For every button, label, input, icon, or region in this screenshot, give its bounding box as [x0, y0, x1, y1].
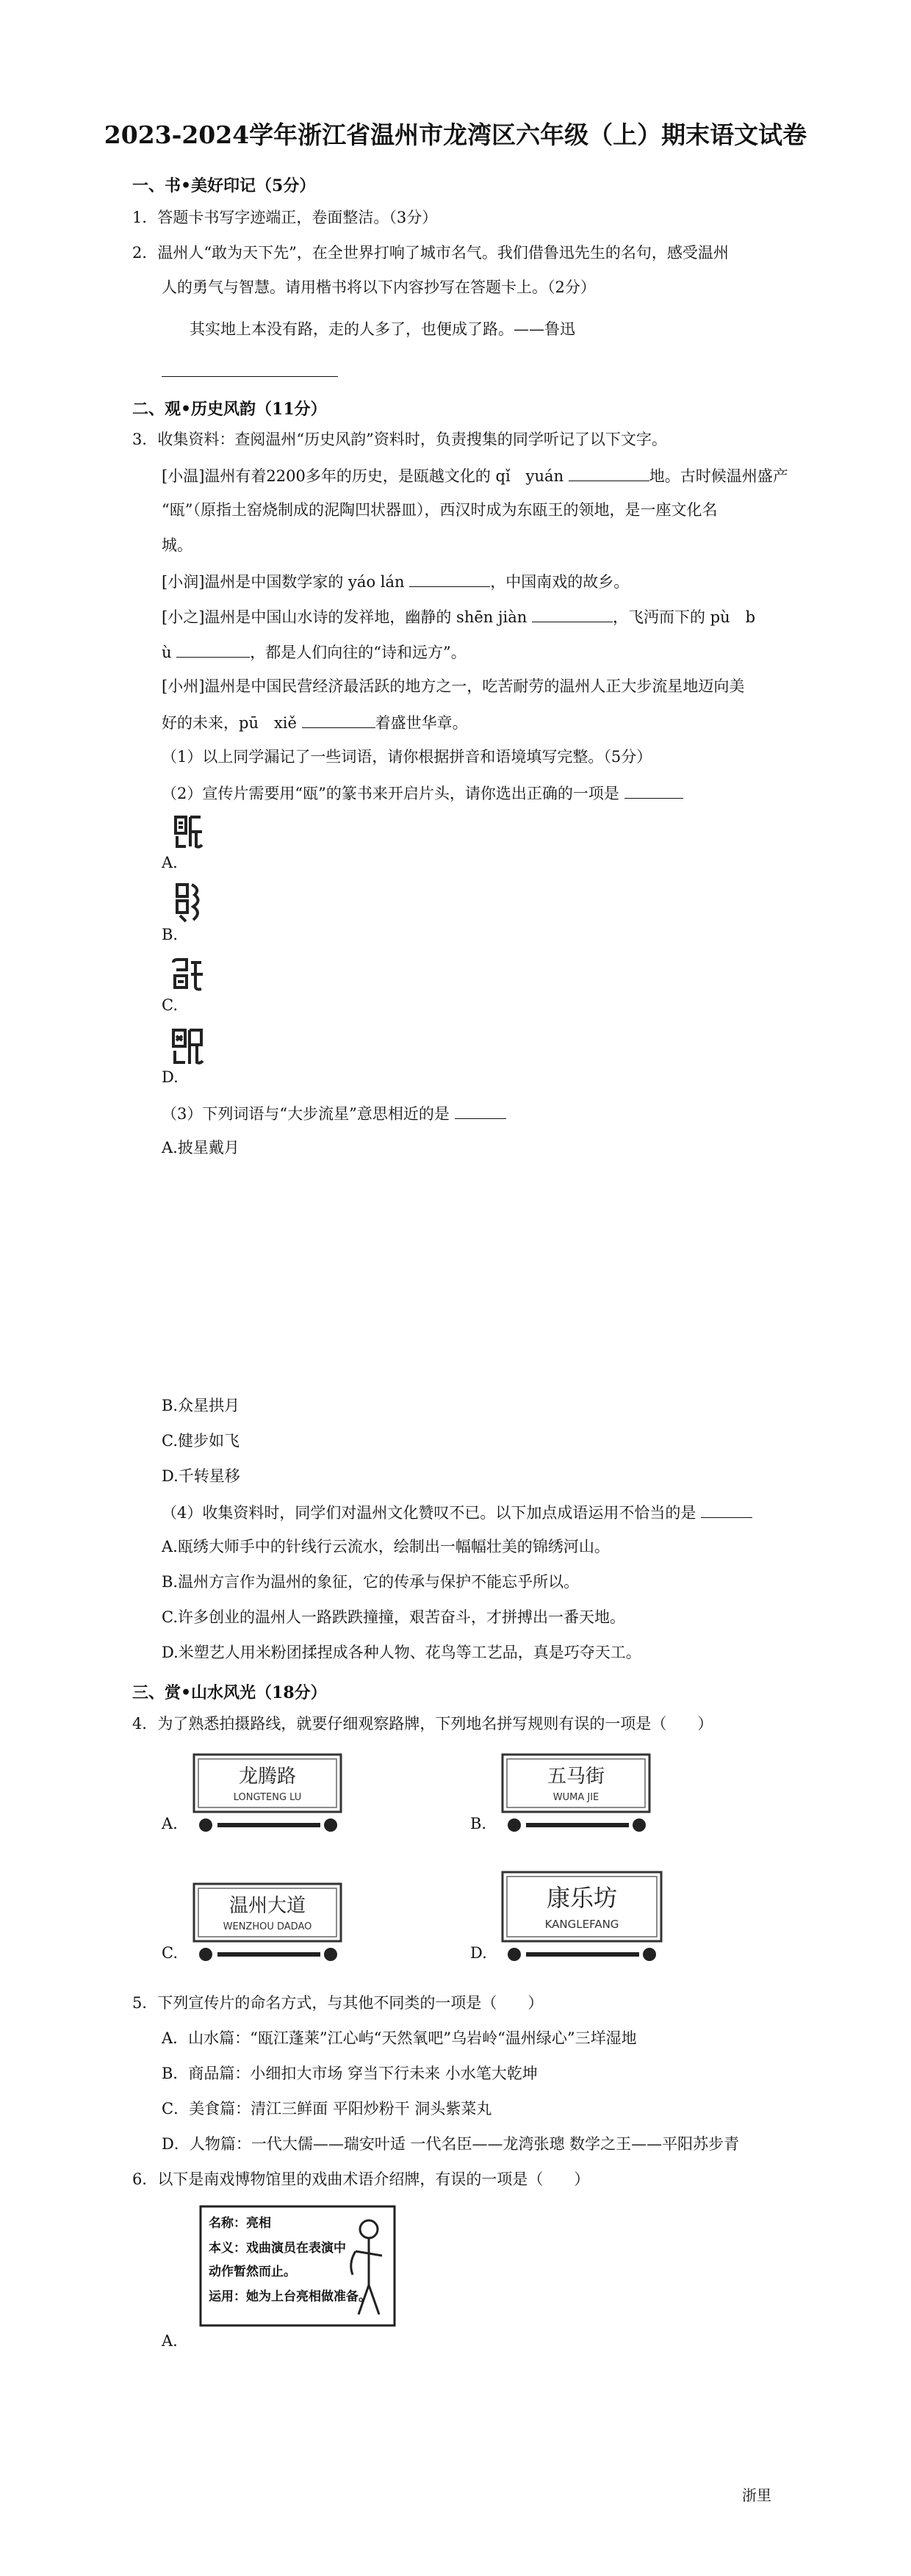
card-definition-2: 动作暂然而止。 [209, 2264, 296, 2279]
sub-question-1: （1）以上同学漏记了一些词语，请你根据拼音和语境填写完整。（5分） [162, 748, 652, 766]
card-definition-1: 本义：戏曲演员在表演中 [209, 2241, 346, 2256]
sub-question-2-text: （2）宣传片需要用“瓯”的篆书来开启片头，请你选出正确的一项是 [162, 785, 619, 802]
passage-text: [小温]温州有着2200多年的历史，是瓯越文化的 qǐ yuán [162, 467, 564, 485]
passage-text: 好的未来，pū xiě [162, 714, 297, 732]
question-1: 1．答题卡书写字迹端正，卷面整洁。（3分） [132, 209, 438, 226]
option-sign-d[interactable] [470, 1869, 669, 1969]
option-6-a[interactable]: A. [162, 2332, 178, 2350]
passage-text: 地。古时候温州盛产 [649, 467, 788, 485]
passage-xiaozhi-line-2 [162, 644, 467, 661]
sub-question-3 [162, 1105, 506, 1122]
option-4-b[interactable]: B.温州方言作为温州的象征，它的传承与保护不能忘乎所以。 [162, 1573, 580, 1591]
fill-blank[interactable] [176, 644, 250, 658]
sign-chinese-name: 康乐坊 [546, 1884, 618, 1912]
fill-blank[interactable] [532, 608, 613, 622]
option-5-d[interactable]: D．人物篇：一代大儒——瑞安叶适 一代名臣——龙湾张璁 数学之王——平阳苏步青 [162, 2135, 740, 2153]
option-sign-a[interactable] [162, 1752, 353, 1840]
exam-title: 2023-2024学年浙江省温州市龙湾区六年级（上）期末语文试卷 [104, 120, 807, 149]
option-3-b[interactable]: B.众星拱月 [162, 1397, 240, 1414]
option-3-a[interactable]: A.披星戴月 [162, 1139, 240, 1156]
option-4-c[interactable]: C.许多创业的温州人一路跌跌撞撞，艰苦奋斗，才拼搏出一番天地。 [162, 1608, 625, 1626]
seal-glyph-a-icon [173, 814, 205, 851]
passage-xiaowen-line-2: “瓯”（原指土窑烧制成的泥陶凹状器皿），西汉时成为东瓯王的领地，是一座文化名 [162, 501, 718, 519]
passage-xiaowen-line-3: 城。 [162, 536, 192, 554]
passage-xiaorun [162, 573, 629, 590]
sign-option-label: C. [162, 1944, 178, 1962]
option-5-b[interactable]: B．商品篇：小细扣大市场 穿当下行未来 小水笔大乾坤 [162, 2065, 538, 2082]
road-sign-a-icon [191, 1752, 345, 1840]
option-2-b[interactable]: B. [162, 926, 179, 943]
page-footer: 浙里 [742, 2486, 771, 2504]
passage-text: ，都是人们向往的“诗和远方”。 [250, 644, 467, 661]
question-2-line-2: 人的勇气与智慧。请用楷书将以下内容抄写在答题卡上。（2分） [162, 278, 596, 296]
option-2-a[interactable]: A. [162, 854, 178, 871]
card-name: 名称：亮相 [209, 2216, 271, 2231]
sign-pinyin: KANGLEFANG [544, 1918, 619, 1931]
option-4-a[interactable]: A.瓯绣大师手中的针线行云流水，绘制出一幅幅壮美的锦绣河山。 [162, 1538, 610, 1555]
fill-blank[interactable] [569, 467, 649, 481]
opera-term-card [198, 2204, 397, 2328]
sub-question-2 [162, 785, 683, 802]
sub-question-4-text: （4）收集资料时，同学们对温州文化赞叹不已。以下加点成语运用不恰当的是 [162, 1504, 696, 1522]
road-sign-b-icon [500, 1752, 654, 1840]
section-heading-3: 三、赏•山水风光（18分） [132, 1683, 327, 1702]
fill-blank[interactable] [409, 573, 490, 587]
answer-line [162, 376, 338, 377]
option-sign-c[interactable] [162, 1881, 353, 1969]
fill-blank[interactable] [302, 714, 375, 728]
passage-xiaozhou-line-2 [162, 714, 468, 731]
answer-blank[interactable] [455, 1105, 506, 1119]
option-5-a[interactable]: A．山水篇：“瓯江蓬莱”江心屿“天然氧吧”乌岩岭“温州绿心”三垟湿地 [162, 2029, 637, 2047]
sign-pinyin: WENZHOU DADAO [223, 1921, 312, 1932]
option-3-d[interactable]: D.千转星移 [162, 1467, 240, 1485]
sign-chinese-name: 五马街 [547, 1766, 605, 1788]
question-4: 4．为了熟悉拍摄路线，就要仔细观察路牌，下列地名拼写规则有误的一项是（ ） [132, 1715, 713, 1733]
sign-pinyin: WUMA JIE [552, 1792, 599, 1803]
sign-option-label: B. [470, 1815, 487, 1832]
sign-option-label: D. [470, 1944, 487, 1962]
option-4-d[interactable]: D.米塑艺人用米粉团揉捏成各种人物、花鸟等工艺品，真是巧夺天工。 [162, 1644, 641, 1661]
passage-text: ù [162, 644, 172, 661]
option-2-d[interactable]: D. [162, 1068, 179, 1086]
question-2-line-1: 2．温州人“敢为天下先”，在全世界打响了城市名气。我们借鲁迅先生的名句，感受温州 [132, 244, 729, 262]
option-5-c[interactable]: C．美食篇：清江三鲜面 平阳炒粉干 洞头紫菜丸 [162, 2100, 492, 2118]
lu-xun-quote: 其实地上本没有路，走的人多了，也便成了路。——鲁迅 [190, 320, 575, 338]
sub-question-3-text: （3）下列词语与“大步流星”意思相近的是 [162, 1105, 450, 1123]
passage-text: [小之]温州是中国山水诗的发祥地，幽静的 shēn jiàn [162, 608, 527, 626]
sign-chinese-name: 龙腾路 [238, 1766, 297, 1788]
option-3-c[interactable]: C.健步如飞 [162, 1432, 240, 1450]
answer-blank[interactable] [701, 1504, 752, 1518]
passage-xiaozhou-line-1: [小州]温州是中国民营经济最活跃的地方之一，吃苦耐劳的温州人正大步流星地迈向美 [162, 677, 745, 695]
seal-glyph-c-icon [170, 957, 206, 993]
option-sign-b[interactable] [470, 1752, 661, 1840]
section-heading-1: 一、书•美好印记（5分） [132, 176, 316, 195]
passage-xiaozhi-line-1 [162, 608, 755, 625]
option-2-c[interactable]: C. [162, 996, 178, 1014]
sign-chinese-name: 温州大道 [228, 1895, 306, 1917]
section-heading-2: 二、观•历史风韵（11分） [132, 400, 327, 419]
question-3-intro: 3．收集资料：查阅温州“历史风韵”资料时，负责搜集的同学听记了以下文字。 [132, 431, 667, 448]
passage-xiaowen-line-1 [162, 467, 788, 484]
sub-question-4 [162, 1504, 752, 1521]
sign-pinyin: LONGTENG LU [233, 1792, 302, 1803]
passage-text: ，飞沔而下的 pù b [612, 608, 756, 626]
answer-blank[interactable] [624, 785, 683, 799]
passage-text: 着盛世华章。 [375, 714, 468, 732]
passage-text: [小润]温州是中国数学家的 yáo lán [162, 573, 405, 591]
sign-option-label: A. [162, 1815, 178, 1832]
road-sign-c-icon [191, 1881, 345, 1969]
card-usage: 运用：她为上台亮相做准备。 [209, 2289, 371, 2304]
road-sign-d-icon [500, 1869, 666, 1969]
seal-glyph-b-icon [173, 882, 205, 923]
question-5: 5．下列宣传片的命名方式，与其他不同类的一项是（ ） [132, 1994, 544, 2012]
seal-glyph-d-icon [170, 1027, 206, 1067]
question-6: 6．以下是南戏博物馆里的戏曲术语介绍牌，有误的一项是（ ） [132, 2170, 590, 2188]
passage-text: ，中国南戏的故乡。 [490, 573, 630, 591]
